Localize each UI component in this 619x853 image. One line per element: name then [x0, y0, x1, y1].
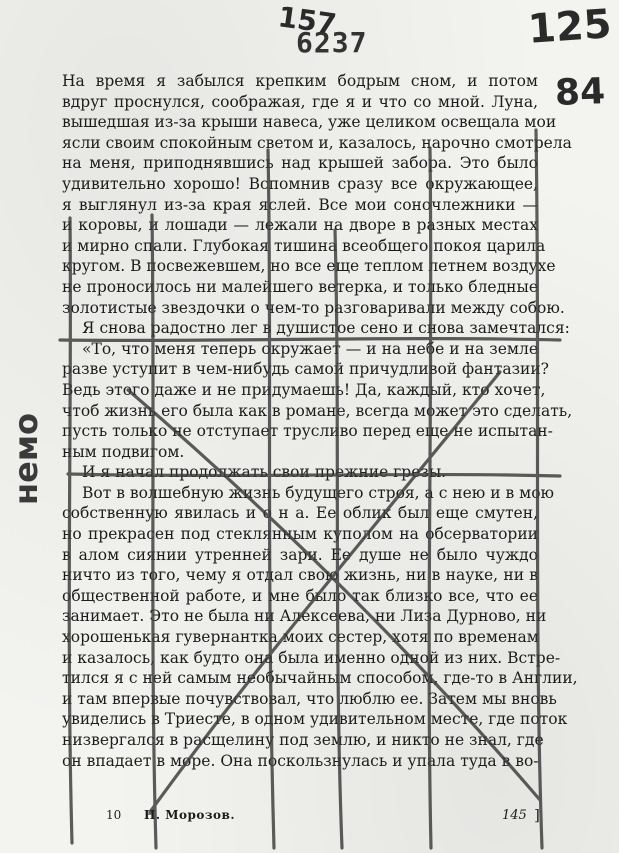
text-line: пусть только не отступает трусливо перед еще не испытан- — [62, 422, 553, 441]
text-line: золотистые звездочки о чем-то разговаривали между собою. — [62, 298, 565, 317]
vertical-stroke-4 — [335, 230, 342, 848]
text-line: увиделись в Триесте, в одном удивительном месте, где поток — [62, 710, 568, 729]
text-line: и коровы, и лошади — лежали на дворе в разных местах — [62, 216, 538, 235]
vertical-stroke-1 — [69, 218, 72, 843]
text-line: вышедшая из-за крыши навеса, уже целиком освещала мои — [62, 113, 557, 132]
text-line: и мирно спали. Глубокая тишина всеобщего покоя царила — [62, 236, 546, 255]
text-line: На время я забылся крепким бодрым сном, и потом — [62, 72, 538, 90]
handwritten-number-right: 84 — [554, 71, 606, 114]
footer-bracket: ] — [534, 806, 540, 824]
text-line: Я снова радостно лег в душистое сено и снова замечтался: — [82, 319, 570, 338]
text-line: низвергался в расщелину под землю, и никто не знал, где — [62, 731, 544, 749]
text-line: в алом сиянии утренней зари. Ее душе не было чуждо — [62, 545, 538, 564]
diagonal-stroke-2 — [150, 372, 500, 812]
footer-author: Н. Морозов. — [144, 808, 236, 822]
text-line: я выглянул из-за края яслей. Все мои соночлежники — — [62, 195, 538, 214]
diagonal-stroke-1 — [128, 390, 540, 800]
vertical-stroke-2 — [152, 215, 156, 848]
text-line: «То, что меня теперь окружает — и на небе и на земле — [82, 339, 538, 358]
vertical-stroke-6 — [536, 130, 542, 848]
text-line: он впадает в море. Она поскользнулась и упала туда в во- — [62, 751, 539, 770]
archive-stamp: 6237 — [296, 26, 368, 59]
footer-sheet-number: 145 — [502, 808, 527, 823]
text-line: но прекрасен под стеклянным куполом на обсерватории — [62, 525, 538, 544]
handwritten-margin-note: немо — [6, 413, 45, 505]
text-line: и там впервые почувствовал, что люблю ее. Затем мы вновь — [62, 689, 557, 708]
text-line: удивительно хорошо! Вспомнив сразу все окружающее, — [62, 174, 538, 193]
text-line: чтоб жизнь его была как в романе, всегда может это сделать, — [62, 401, 573, 420]
horizontal-stroke-2 — [68, 474, 560, 476]
text-line: вдруг проснулся, соображая, где я и что со мной. Луна, — [62, 92, 538, 111]
text-line: Ведь этого даже и не придумаешь! Да, каждый, кто хочет, — [62, 380, 546, 399]
text-line: ясли своим спокойным светом и, казалось, нарочно смотрела — [62, 133, 572, 152]
text-line: собственную явилась и о н а. Ее облик был еще смутен, — [62, 504, 538, 523]
vertical-stroke-5 — [429, 148, 431, 848]
vertical-stroke-3 — [268, 150, 274, 848]
text-line: тился я с ней самым необычайным способом, где-то в Англии, — [62, 669, 578, 688]
text-line: хорошенькая гувернантка моих сестер, хотя по временам — [62, 628, 539, 647]
handwritten-page-number-top: 157 — [275, 0, 339, 41]
text-line: и казалось, как будто она была именно одной из них. Встре- — [62, 648, 561, 667]
horizontal-stroke-1 — [60, 339, 560, 341]
text-line: на меня, приподнявшись над крышей забора. Это было — [62, 154, 538, 173]
text-line: занимает. Это не была ни Алексеева, ни Лиза Дурново, ни — [62, 607, 547, 626]
text-line: ничто из того, чему я отдал свою жизнь, ни в науке, ни в — [62, 566, 538, 585]
text-line: кругом. В посвежевшем, но все еще теплом летнем воздухе — [62, 257, 556, 276]
text-line: ным подвигом. — [62, 442, 185, 461]
text-line: общественной работе, и мне было так близко все, что ее — [62, 586, 538, 605]
text-line: не проносилось ни малейшего ветерка, и только бледные — [62, 277, 538, 296]
text-line: разве уступит в чем-нибудь самой причудливой фантазии? — [62, 360, 549, 379]
text-line: Вот в волшебную жизнь будущего строя, а с нею и в мою — [82, 483, 555, 502]
text-line: И я начал продолжать свои прежние грезы. — [82, 463, 447, 482]
footer-page-number: 10 — [106, 808, 122, 822]
handwritten-number-top-right: 125 — [526, 1, 614, 53]
